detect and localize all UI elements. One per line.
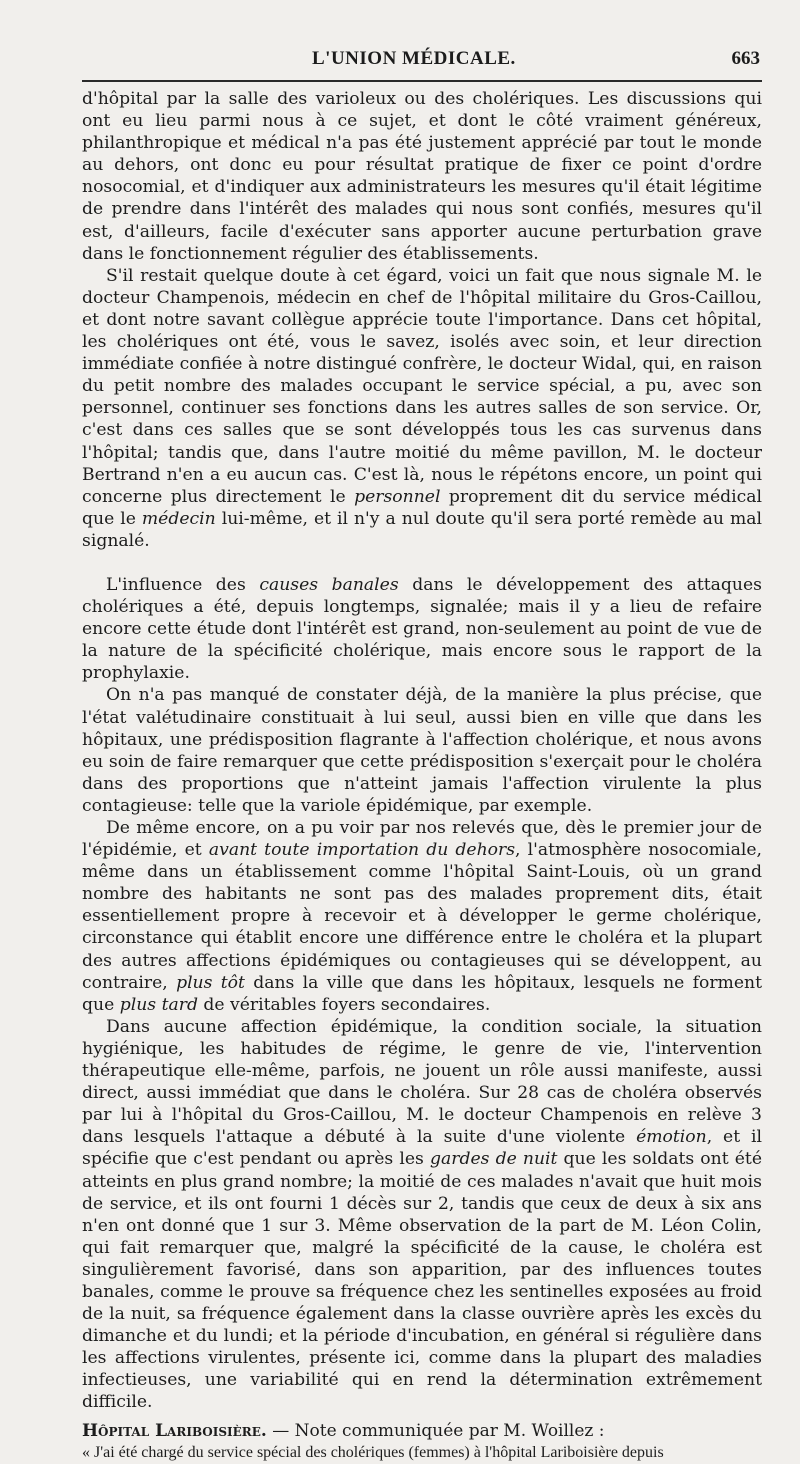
paragraph-2-text-a: S'il restait quelque doute à cet égard, voici un fait que nous signale M. le docteur Champenois, médecin en chef de l'hôpital militaire du Gros-Caillou, et dont notre savant collègue apprécie toute l'importance. Dans cet hôpital, les cholériques ont été, vous le savez, isolés avec soin, et leur direction immédiate confiée à notre distingué confrère, le docteur Widal, qui, en raison du petit nombre des malades occupant le service spécial, a pu, avec son personnel, continuer ses fonctions dans les autres salles de son service. Or, c'est dans ces salles que se sont développés tous les cas survenus dans l'hôpital; tandis que, dans l'autre moitié du même pavillon, M. le docteur Bertrand n'en a eu aucun cas. C'est là, nous le répétons encore, un point qui concerne plus directement le [82, 265, 762, 507]
paragraph-4 [82, 684, 762, 817]
paragraph-5-text-a: De même encore, on a pu voir par nos relevés que, dès le premier jour de l'épidémie, et [82, 818, 762, 861]
paragraph-5-text-c: dans la ville que dans les hôpitaux, lesquels ne forment que [82, 972, 762, 1015]
paragraph-6-text-a: Dans aucune affection épidémique, la condition sociale, la situation hygiénique, les habitudes de régime, le genre de vie, l'intervention thérapeutique elle-même, parfois, ne jouent un rôle aussi manifeste, aussi direct, aussi immédiat que dans le choléra. Sur 28 cas de choléra observés par lui à l'hôpital du Gros-Caillou, M. le docteur Champenois en relève 3 dans lesquels l'attaque a débuté à la suite d'une violente [82, 1016, 762, 1148]
header-rule [82, 80, 762, 82]
emphasis-personnel: personnel [354, 486, 441, 507]
hospital-notice [82, 1420, 762, 1442]
emphasis-avant-toute-importation: avant toute importation du dehors [208, 840, 516, 861]
paragraph-5-text-d: de véritables foyers secondaires. [197, 994, 491, 1015]
page-number: 663 [731, 48, 760, 69]
paragraph-3-text-b: dans le développement des attaques cholériques a été, depuis longtemps, signalée; mais il y a lieu de refaire encore cette étude dont l'intérêt est grand, non-seulement au point de vue de la nature de la spécificité cholérique, mais encore sous le rapport de la prophylaxie. [82, 574, 762, 684]
paragraph-6 [82, 1016, 762, 1414]
paragraph-2-text-c: lui-même, et il n'y a nul doute qu'il sera porté remède au mal signalé. [82, 508, 762, 551]
paragraph-6-text-c: que les soldats ont été atteints en plus grand nombre; la moitié de ces malades n'avait que huit mois de service, et ils ont fourni 1 décès sur 2, tandis que ceux de deux à six ans n'en ont donné que 1 sur 3. Même observation de la part de M. Léon Colin, qui fait remarquer que, malgré la spécificité de la cause, le choléra est singulièrement favorisé, dans son apparition, par des influences toutes banales, comme le prouve sa fréquence chez les sentinelles exposées au froid de la nuit, sa fréquence également dans la classe ouvrière après les excès du dimanche et du lundi; et la période d'incubation, en général si régulière dans les affections virulentes, présente ici, comme dans la plupart des maladies infectieuses, une variabilité qui en rend la détermination extrêmement difficile. [82, 1149, 763, 1413]
paragraph-3 [82, 574, 762, 684]
emphasis-medecin: médecin [141, 508, 216, 529]
paragraph-3-text-a: L'influence des [106, 574, 260, 595]
paragraph-4-text: On n'a pas manqué de constater déjà, de la manière la plus précise, que l'état valétudinaire constituait à lui seul, aussi bien en ville que dans les hôpitaux, une prédisposition flagrante à l'affection cholérique, et nous avons eu soin de faire remarquer que cette prédisposition s'exerçait pour le choléra dans des proportions que n'atteint jamais l'affection virulente la plus contagieuse: telle que la variole épidémique, par exemple. [82, 685, 762, 816]
paragraph-6-text-b: , et il spécifie que c'est pendant ou après les [82, 1127, 762, 1170]
paragraph-5-text-b: , l'atmosphère nosocomiale, même dans un établissement comme l'hôpital Saint-Louis, où un grand nombre des habitants ne sont pas des malades proprement dits, était essentiellement propre à recevoir et à développer le germe cholérique, circonstance qui établit encore une différence entre le choléra et la plupart des autres affections épidémiques ou contagieuses qui se développent, au contraire, [82, 840, 762, 993]
running-title: L'UNION MÉDICALE. [312, 48, 516, 69]
emphasis-plus-tot: plus tôt [176, 972, 245, 993]
paragraph-5 [82, 817, 762, 1016]
paragraph-1 [82, 88, 762, 265]
page-header [82, 44, 762, 74]
section-gap [82, 552, 762, 574]
paragraph-2 [82, 265, 762, 552]
quote-text: « J'ai été chargé du service spécial des cholériques (femmes) à l'hôpital Lariboisière depuis [82, 1443, 664, 1461]
notice-text: — Note communiquée par M. Woillez : [266, 1420, 605, 1441]
notice-heading: Hôpital Lariboisière. [82, 1420, 267, 1441]
paragraph-2-text-b: proprement dit du service médical que le [82, 486, 763, 529]
emphasis-gardes-de-nuit: gardes de nuit [429, 1149, 558, 1170]
quote-paragraph [82, 1442, 762, 1464]
emphasis-emotion: émotion [636, 1127, 707, 1148]
article-body [82, 88, 762, 1464]
paragraph-1-text: d'hôpital par la salle des varioleux ou des cholériques. Les discussions qui ont eu lieu parmi nous à ce sujet, et dont le côté vraiment généreux, philanthropique et médical n'a pas été justement apprécié par tout le monde au dehors, ont donc eu pour résultat pratique de fixer ce point d'ordre nosocomial, et d'indiquer aux administrateurs les mesures qu'il était légitime de prendre dans l'intérêt des malades qui nous sont confiés, mesures qu'il est, d'ailleurs, facile d'exécuter sans apporter aucune perturbation grave dans le fonctionnement régulier des établissements. [82, 89, 762, 264]
emphasis-causes-banales: causes banales [259, 574, 399, 595]
emphasis-plus-tard: plus tard [119, 994, 198, 1015]
